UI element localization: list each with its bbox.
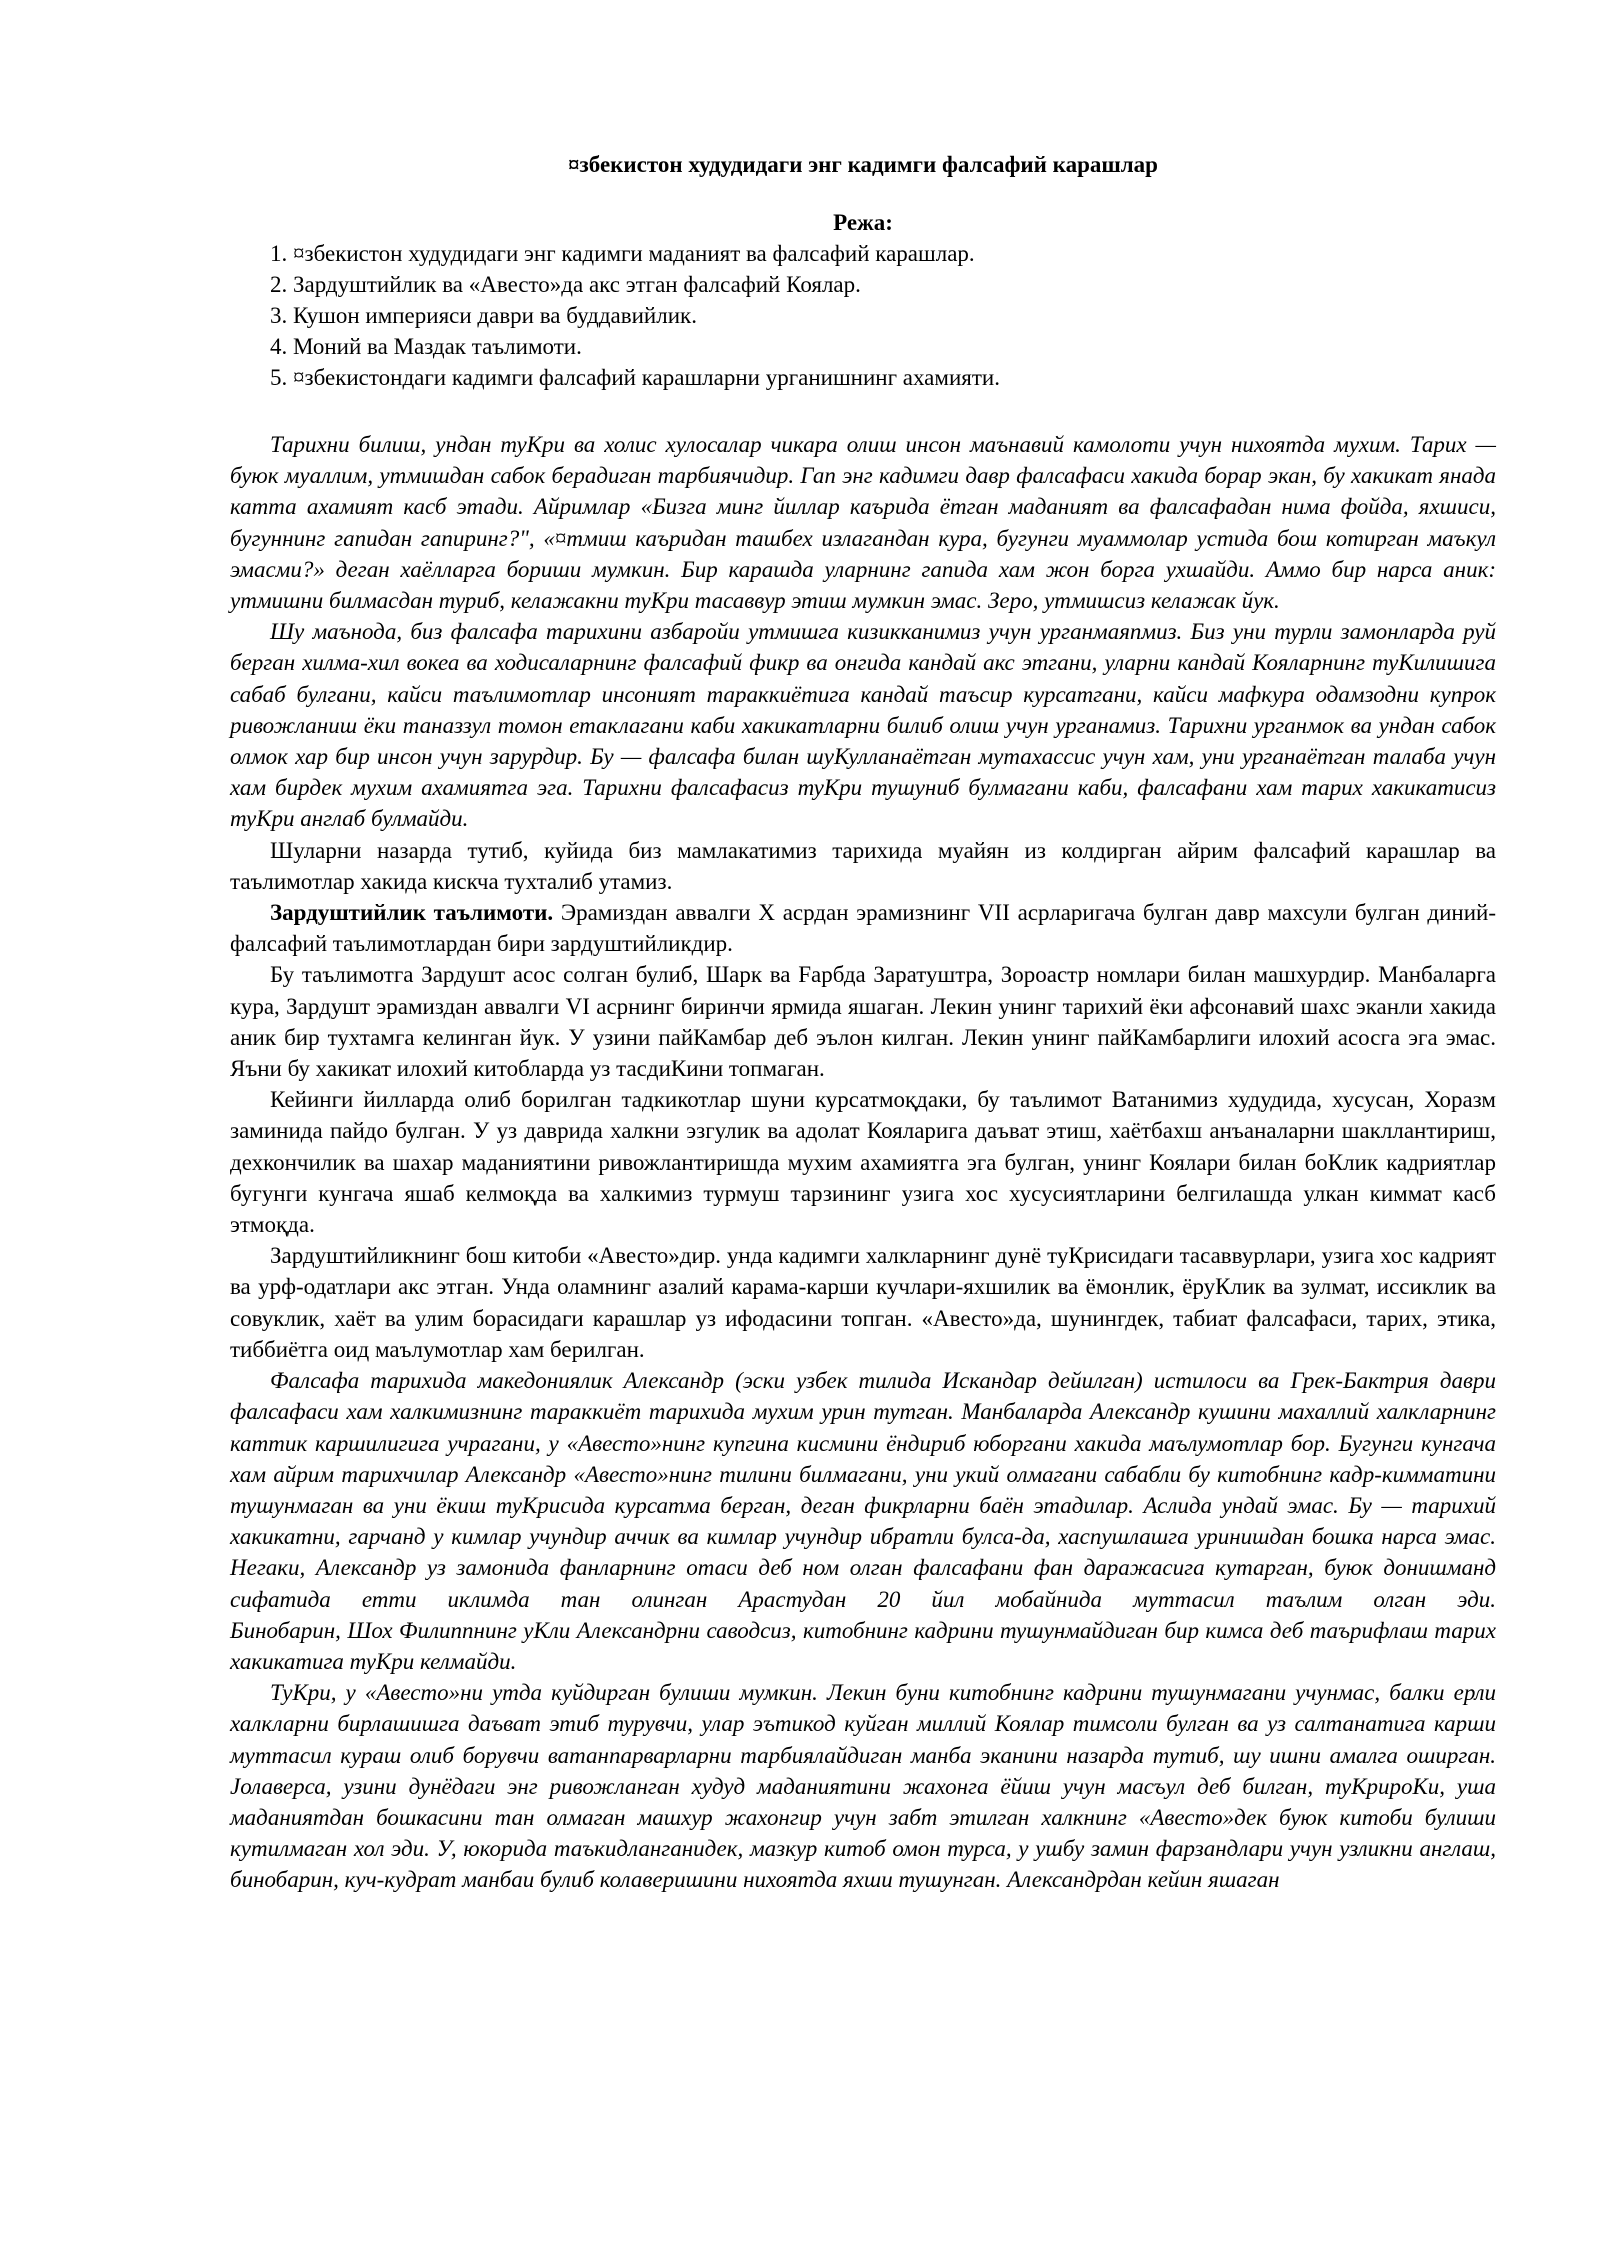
body-paragraph: Кейинги йилларда олиб борилган тадкикотлар шуни курсатмоқдаки, бу таълимот Ватанимиз худудида, хусусан, Хоразм заминида пайдо булган. У уз даврида халкни эзгулик ва адолат Кояларига даъват этиш, хаётбахш анъаналарни шакллантириш, дехкончилик ва шахар маданиятини ривожлантиришда мухим ахамиятга эга булган, унинг Коялари билан боКлик кадриятлар бугунги кунгача яшаб келмоқда ва халкимиз турмуш тарзининг узига хос хусусиятларини белгилашда улкан киммат касб этмоқда. bbox=[230, 1087, 1496, 1238]
body-paragraph: Шу маънода, биз фалсафа тарихини азбаройи утмишга кизикканимиз учун урганмаяпмиз. Биз уни турли замонларда руй берган хилма-хил вокеа ва ходисаларнинг фалсафий фикр ва онгида кандай акс этгани, уларни кандай Кояларнинг туКилишига сабаб булгани, кайси таълимотлар инсоният тараккиётига кандай таъсир курсатгани, кайси мафкура одамзодни купрок ривожланиш ёки таназзул томон етаклагани каби хакикатларни билиб олиш учун урганамиз. Тарихни урганмок ва ундан сабок олмок хар бир инсон учун зарурдир. Бу — фалсафа билан шуКулланаётган мутахассис учун хам, уни урганаётган талаба учун хам бирдек мухим ахамиятга эга. Тарихни фалсафасиз туКри тушуниб булмагани каби, фалсафани хам тарих хакикатисиз туКри англаб булмайди. bbox=[230, 619, 1496, 832]
body-paragraph-continuation: Бинобарин, Шох Филиппнинг уКли Александрни саводсиз, китобнинг кадрини тушунмайдиган бир кимса деб таърифлаш тарих хакикатига туКри келмайди. bbox=[230, 1617, 1496, 1674]
document-page bbox=[230, 150, 1496, 1896]
body-paragraph: Фалсафа тарихида македониялик Александр (эски узбек тилида Искандар дейилган) истилоси ва Грек-Бактрия даври фалсафаси хам халкимизнинг тараккиёт тарихида мухим урин тутган. Манбаларда Александр кушини махаллий халкларнинг каттик каршилигига учрагани, у «Авесто»нинг купгина кисмини ёндириб юборгани хакида маълумотлар бор. Бугунги кунгача хам айрим тарихчилар Александр «Авесто»нинг тилини билмагани, уни укий олмагани сабабли бу китобнинг кадр-кимматини тушунмаган ва уни ёкиш туКрисида курсатма берган, деган фикрларни баён этадилар. Аслида ундай эмас. Бу — тарихий хакикатни, гарчанд у кимлар учундир аччик ва кимлар учундир ибратли булса-да, хаспушлашга уринишдан бошка нарса эмас. Негаки, Александр уз замонида фанларнинг отаси деб ном олган фалсафани фан даражасига кутарган, буюк донишманд сифатида етти иклимда тан олинган Арастудан 20 йил мобайнида муттасил таълим олган эди. bbox=[230, 1368, 1496, 1612]
plan-list bbox=[230, 238, 1496, 393]
body-paragraph: Шуларни назарда тутиб, куйида биз мамлакатимиз тарихида муайян из колдирган айрим фалсафий карашлар ва таълимотлар хакида кискча тухталиб утамиз. bbox=[230, 837, 1496, 894]
body-paragraph: Бу таълимотга Зардушт асос солган булиб, Шарк ва Faрбда Заратуштра, Зороастр номлари билан машхурдир. Манбаларга кура, Зардушт эрамиздан аввалги VI асрнинг биринчи ярмида яшаган. Лекин унинг тарихий ёки афсонавий шахс эканли хакида аник бир тухтамга келинган йук. У узини пайКамбар деб эълон килган. Лекин унинг пайКамбарлиги илохий асосга эга эмас. Яъни бу хакикат илохий китобларда уз тасдиКини топмаган. bbox=[230, 962, 1496, 1082]
plan-heading: Режа: bbox=[833, 210, 893, 235]
body-paragraph bbox=[230, 897, 1496, 959]
plan-item: 1. ¤збекистон худудидаги энг кадимги маданият ва фалсафий карашлар. bbox=[270, 241, 975, 266]
paragraph-text: Эрамиздан аввалги X асрдан эрамизнинг VII асрларигача булган давр махсули булган диний-фалсафий таълимотлардан бири зардуштийликдир. bbox=[230, 900, 1496, 957]
section-heading-inline: Зардуштийлик таълимоти. bbox=[270, 900, 554, 926]
document-title: ¤збекистон худудидаги энг кадимги фалсафий карашлар bbox=[568, 152, 1158, 177]
plan-item: 4. Моний ва Маздак таълимоти. bbox=[270, 334, 582, 359]
plan-item: 2. Зардуштийлик ва «Авесто»да акс этган фалсафий Коялар. bbox=[270, 272, 861, 297]
body-paragraph: Зардуштийликнинг бош китоби «Авесто»дир. унда кадимги халкларнинг дунё туКрисидаги тасаввурлари, узига хос кадрият ва урф-одатлари акс этган. Унда оламнинг азалий карама-карши кучлари-яхшилик ва ёмонлик, ёруКлик ва зулмат, иссиклик ва совуклик, хаёт ва улим борасидаги карашлар уз ифодасини топган. «Авесто»да, шунингдек, табиат фалсафаси, тарих, этика, тиббиётга оид маълумотлар хам берилган. bbox=[230, 1243, 1496, 1362]
body-paragraph: Тарихни билиш, ундан туКри ва холис хулосалар чикара олиш инсон маънавий камолоти учун нихоятда мухим. Тарих — буюк муаллим, утмишдан сабок берадиган тарбиячидир. Гап энг кадимги давр фалсафаси хакида борар экан, бу хакикат янада катта ахамият касб этади. Айримлар «Бизга минг йиллар каърида ётган маданият ва фалсафадан нима фойда, яхшиси, бугуннинг гапидан гапиринг?", «¤тмиш каъридан ташбех излагандан кура, бугунги муаммолар устида бош котирган маъкул эмасми?» деган хаёлларга бориши мумкин. Бир карашда уларнинг гапида хам жон борга ухшайди. Аммо бир нарса аник: утмишни билмасдан туриб, келажакни туКри тасаввур этиш мумкин эмас. Зеро, утмишсиз келажак йук. bbox=[230, 432, 1496, 614]
body-paragraph: ТуКри, у «Авесто»ни утда куйдирган булиши мумкин. Лекин буни китобнинг кадрини тушунмагани учунмас, балки ерли халкларни бирлашишга даъват этиб турувчи, улар эътикод куйган миллий Коялар тимсоли булган ва уз салтанатига карши муттасил кураш олиб борувчи ватанпарварларни тарбиялайдиган манба эканини назарда тутиб, шу ишни амалга оширган. Jолаверса, узини дунёдаги энг ривожланган худуд маданиятини жахонга ёйиш учун масъул деб билган, туКрироКи, уша маданиятдан бошкасини тан олмаган машхур жахонгир учун забт этилган халкнинг «Авесто»дек буюк китоби булиши кутилмаган хол эди. У, юкорида таъкидланганидек, мазкур китоб омон турса, у ушбу замин фарзандлари учун узликни англаш, бинобарин, куч-кудрат манбаи булиб колаверишини нихоятда яхши тушунган. Александрдан кейин яшаган bbox=[230, 1680, 1496, 1893]
plan-item: 5. ¤збекистондаги кадимги фалсафий карашларни урганишнинг ахамияти. bbox=[270, 365, 1000, 390]
plan-item: 3. Кушон империяси даври ва буддавийлик. bbox=[270, 303, 697, 328]
